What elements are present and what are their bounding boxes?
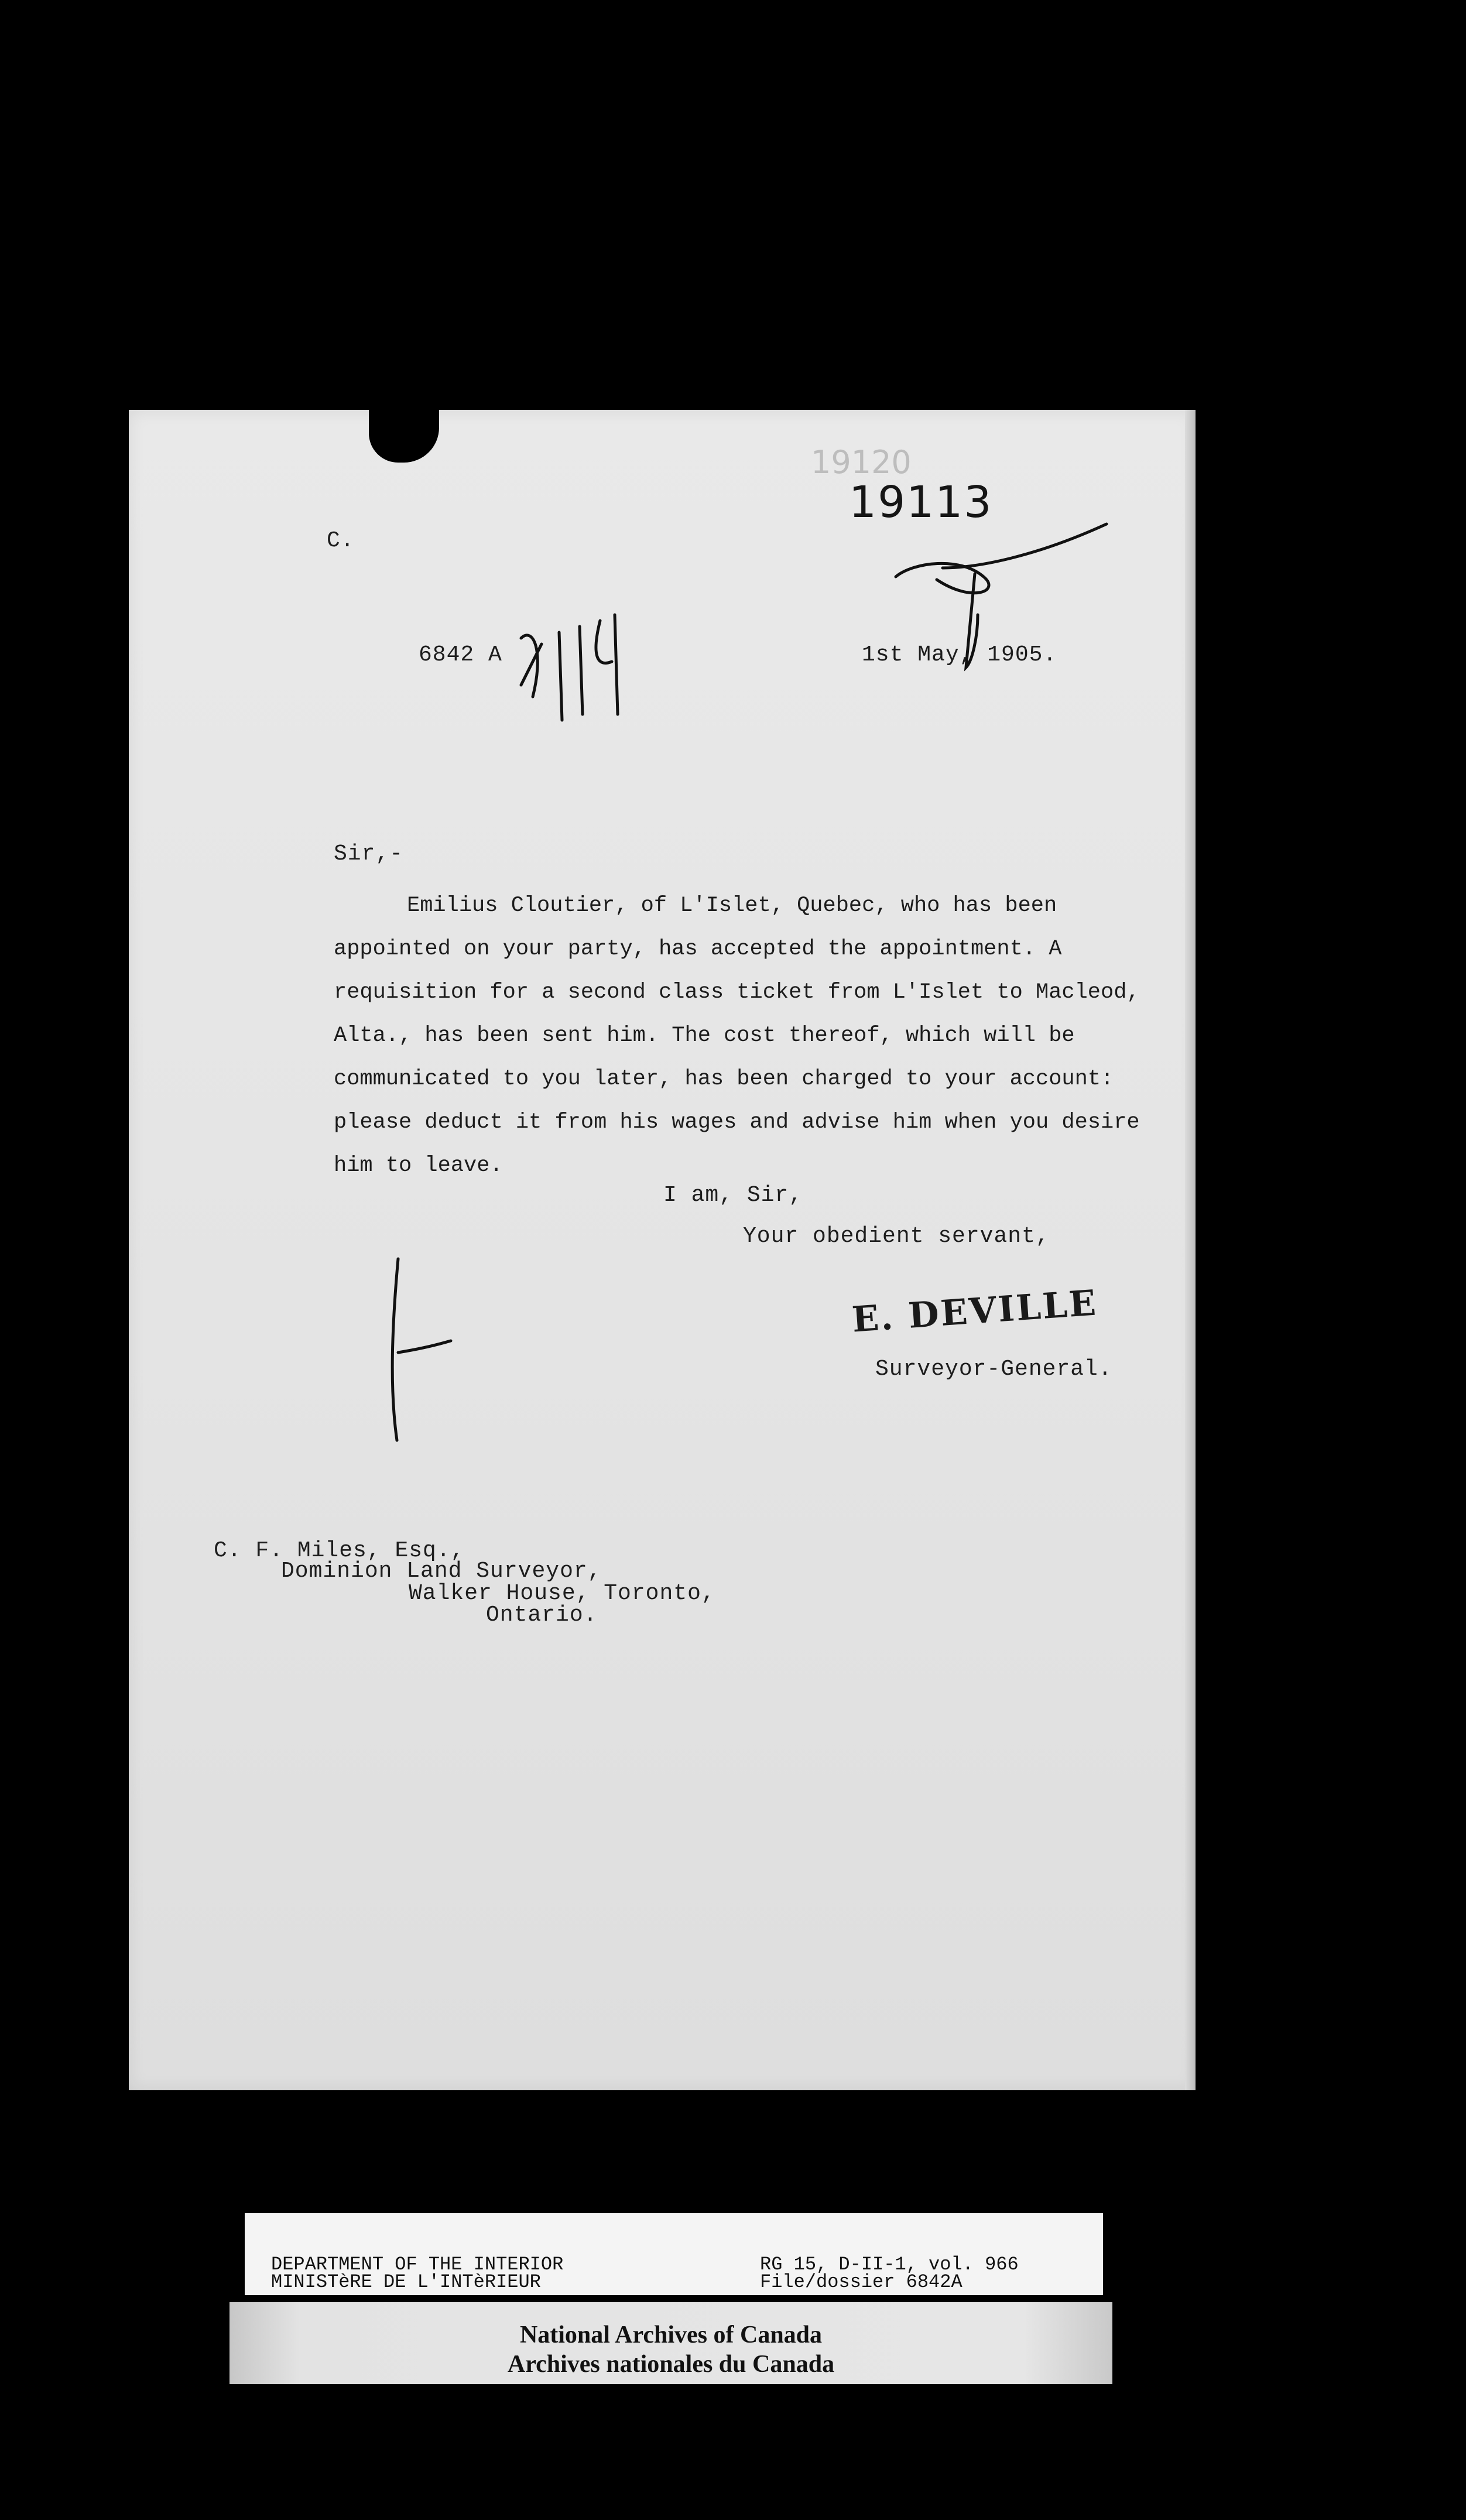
file-dossier-reference: File/dossier 6842A <box>760 2271 963 2293</box>
archives-banner <box>230 2302 1112 2384</box>
address-line: Walker House, Toronto, <box>409 1581 715 1606</box>
handwritten-flourish-icon <box>890 521 1112 673</box>
address-line: Ontario. <box>486 1603 598 1628</box>
stamped-file-number: 19113 <box>849 477 993 528</box>
closing-line: I am, Sir, <box>663 1183 803 1208</box>
department-english: DEPARTMENT OF THE INTERIOR <box>271 2254 564 2275</box>
body-line: him to leave. <box>334 1153 503 1178</box>
body-line: please deduct it from his wages and advise him when you desire <box>334 1110 1140 1135</box>
record-group-reference: RG 15, D-II-1, vol. 966 <box>760 2254 1019 2275</box>
letter-date: 1st May, 1905. <box>862 642 1057 667</box>
signature-stamp: E. DEVILLE <box>851 1282 1099 1341</box>
body-line: appointed on your party, has accepted the appointment. A <box>334 937 1062 961</box>
margin-mark-icon <box>375 1253 457 1446</box>
body-line: communicated to you later, has been charged to your account: <box>334 1067 1114 1091</box>
body-line: Alta., has been sent him. The cost thereof, which will be <box>334 1023 1075 1048</box>
archives-name-french: Archives nationales du Canada <box>507 2351 835 2378</box>
department-french: MINISTèRE DE L'INTèRIEUR <box>271 2271 541 2293</box>
faint-file-number: 19120 <box>811 444 912 481</box>
page-edge <box>1185 410 1196 2090</box>
body-line: Emilius Cloutier, of L'Islet, Quebec, who has been <box>407 893 1057 918</box>
closing-line: Your obedient servant, <box>743 1224 1050 1249</box>
reference-c: C. <box>327 528 355 553</box>
torn-corner <box>369 410 439 463</box>
letter-body <box>334 884 1183 1187</box>
letter-page <box>129 410 1196 2090</box>
archives-name-english: National Archives of Canada <box>519 2322 823 2348</box>
body-line: requisition for a second class ticket from L'Islet to Macleod, <box>334 980 1140 1005</box>
handwritten-annotation-icon <box>509 603 650 738</box>
archival-label <box>245 2213 1103 2295</box>
signature-title: Surveyor-General. <box>875 1357 1112 1382</box>
file-reference: 6842 A <box>419 642 502 667</box>
salutation: Sir,- <box>334 841 404 867</box>
address-line: C. F. Miles, Esq., <box>214 1538 465 1563</box>
address-line: Dominion Land Surveyor, <box>281 1559 602 1584</box>
